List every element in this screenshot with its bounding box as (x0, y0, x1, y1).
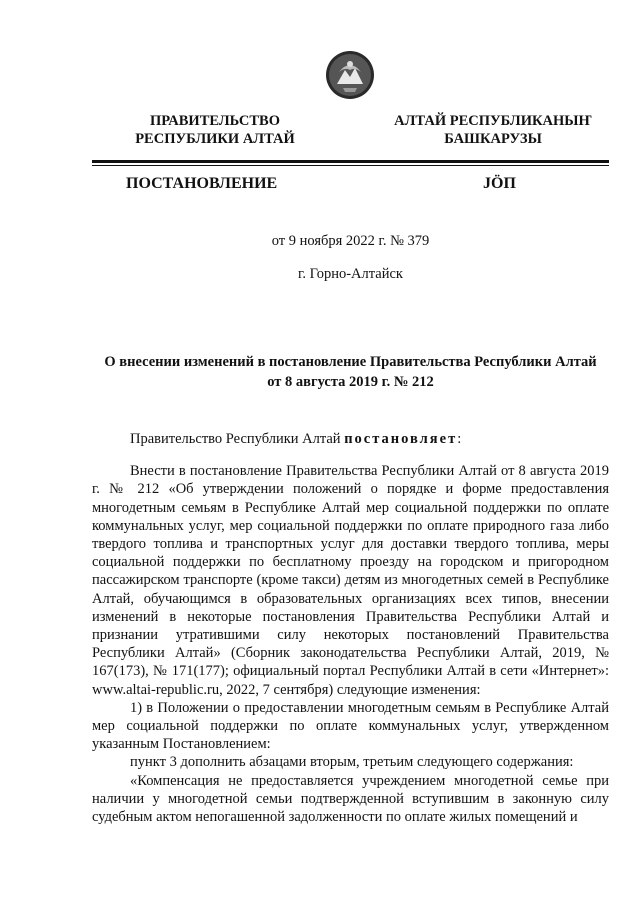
header-left-line2: РЕСПУБЛИКИ АЛТАЙ (135, 131, 295, 147)
title-line2: от 8 августа 2019 г. № 212 (267, 374, 434, 390)
date-number: от 9 ноября 2022 г. № 379 (271, 233, 430, 249)
header-divider-thick (92, 160, 609, 163)
body-paragraph-1: Внести в постановление Правительства Республики Алтай от 8 августа 2019 г. № 212 «Об утверждении положений о порядке и форме предоставления многодетным семьям в Республике Алтай мер социальной поддержки по оплате коммунальных услуг, мер социальной поддержки по оплате природного газа либо твердого топлива и транспортных услуг для доставки твердого топлива, меры социальной поддержки по бесплатному проезду на городском и пригородном пассажирском транспорте (кроме такси) детям из многодетных семей в Республике Алтай, обучающимся в образовательных организациях всех типов, внесении изменений в некоторые постановления Правительства Республики Алтай и признании утратившими силу некоторых постановлений Правительства Республики Алтай» (Сборник законодательства Республики Алтай, 2019, № 167(173), № 171(177); официальный портал Республики Алтай в сети «Интернет»: www.altai-republic.ru, 2022, 7 сентября) следующие изменения: (92, 463, 609, 698)
header-right-block (378, 112, 608, 148)
header-left-line1: ПРАВИТЕЛЬСТВО (150, 113, 280, 129)
header-right-line1: АЛТАЙ РЕСПУБЛИКАНЫҤ (394, 113, 592, 129)
republic-altai-emblem-icon (325, 50, 375, 100)
doc-type-alt: JÖП (483, 175, 516, 192)
lead-colon: : (457, 431, 462, 447)
document-body (92, 430, 609, 826)
header-divider-thin (92, 165, 609, 166)
body-paragraph-3: пункт 3 дополнить абзацами вторым, третьим следующего содержания: (130, 754, 574, 771)
document-title (92, 352, 609, 392)
doc-type-ru: ПОСТАНОВЛЕНИЕ (126, 175, 278, 192)
body-paragraph-2: 1) в Положении о предоставлении многодетным семьям в Республике Алтай мер социальной поддержки по оплате коммунальных услуг, утвержденном указанным Постановлением: (92, 699, 609, 753)
lead-text: Правительство Республики Алтай (130, 431, 345, 447)
header-right-line2: БАШКАРУЗЫ (444, 131, 542, 147)
header-left-block (110, 112, 320, 148)
lead-keyword: постановляет (344, 431, 458, 447)
title-line1: О внесении изменений в постановление Правительства Республики Алтай (104, 354, 597, 370)
body-paragraph-4: «Компенсация не предоставляется учреждением многодетной семье при наличии у многодетной семьи подтвержденной вступившим в законную силу судебным актом непогашенной задолженности по оплате жилых помещений и (92, 772, 609, 826)
city: г. Горно-Алтайск (298, 266, 403, 282)
lead-paragraph (92, 430, 609, 448)
